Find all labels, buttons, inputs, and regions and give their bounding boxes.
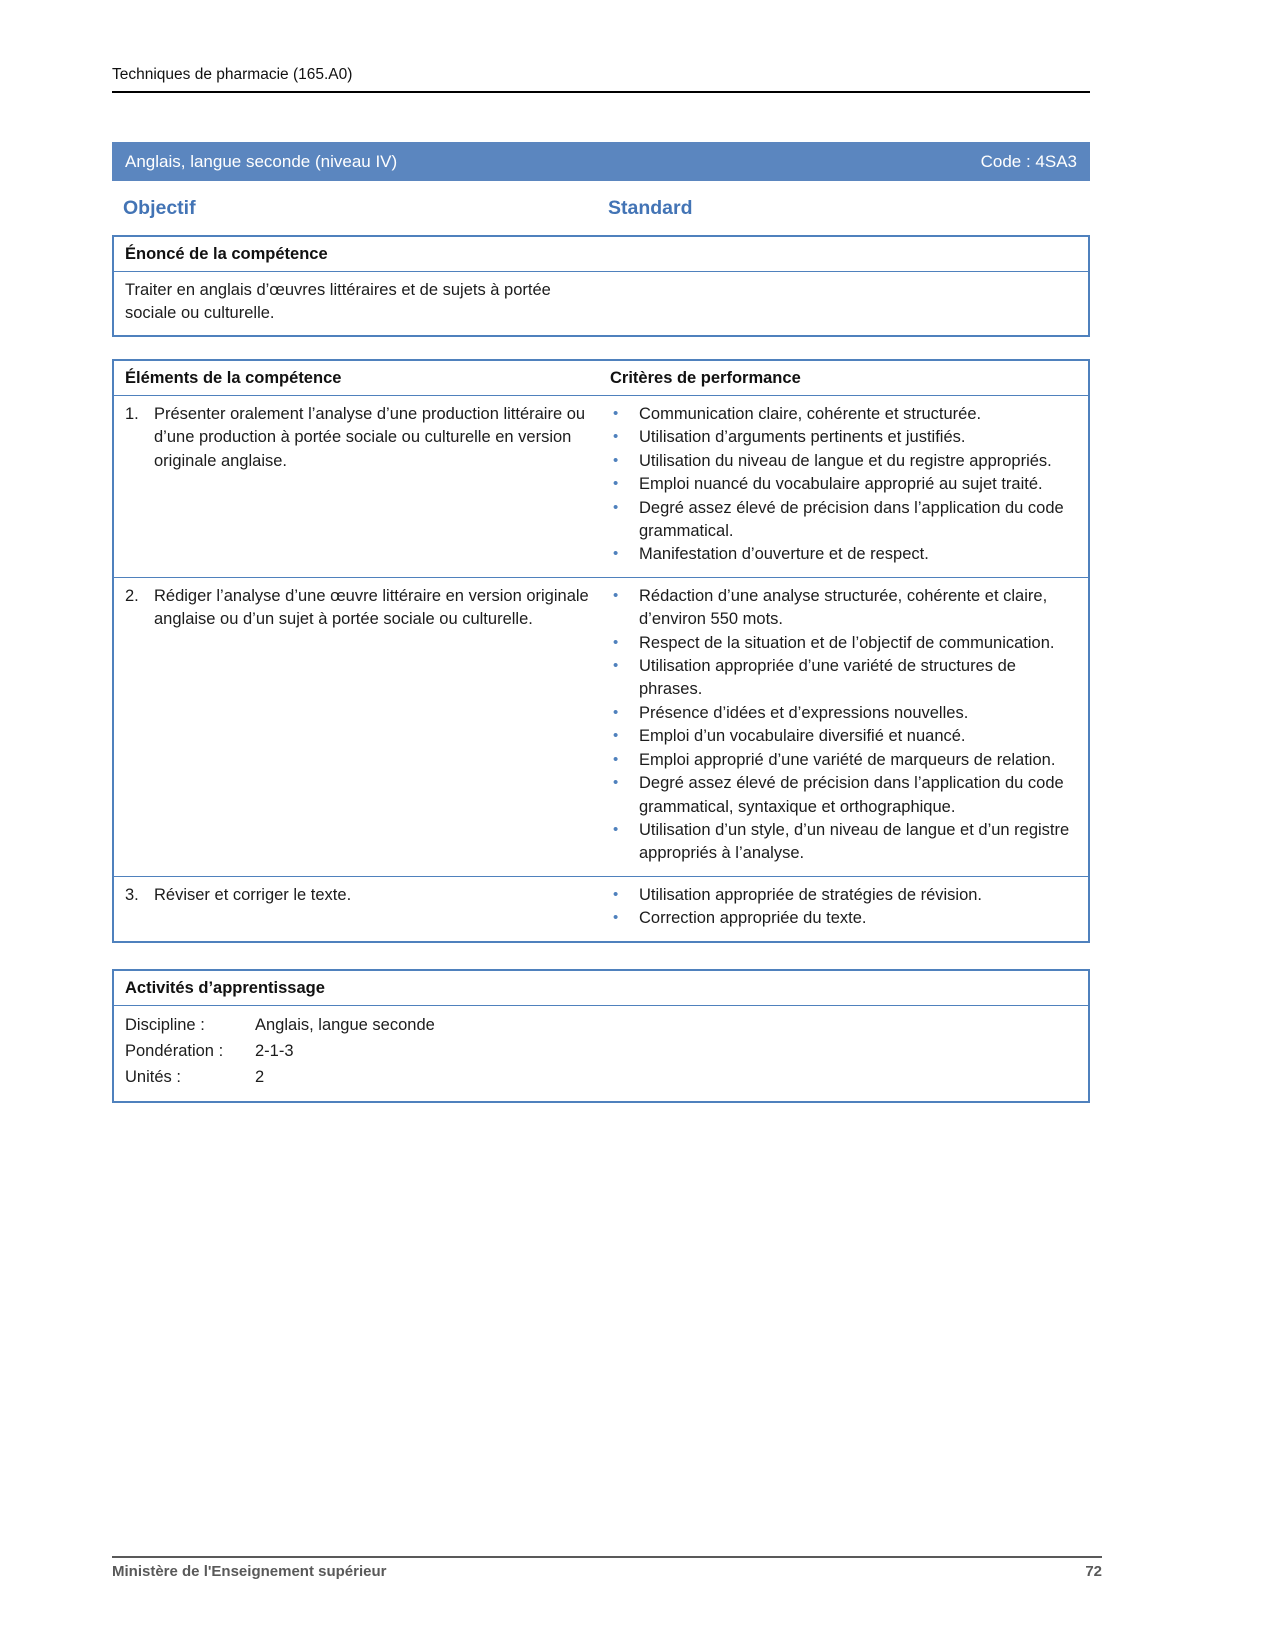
activites-row-unites bbox=[125, 1064, 1077, 1090]
page-number: 72 bbox=[1085, 1563, 1102, 1580]
criteria-item bbox=[610, 585, 1078, 632]
banner-code: Code : 4SA3 bbox=[980, 151, 1077, 171]
title-banner bbox=[112, 142, 1090, 181]
competence-table bbox=[112, 359, 1090, 943]
criteria-text: Communication claire, cohérente et structurée. bbox=[639, 404, 982, 423]
activites-value: Anglais, langue seconde bbox=[255, 1015, 435, 1034]
standard-heading: Standard bbox=[608, 197, 693, 219]
criteria-text: Correction appropriée du texte. bbox=[639, 909, 867, 928]
bullet-icon: • bbox=[613, 545, 619, 563]
criteres-column-header: Critères de performance bbox=[610, 368, 801, 387]
criteria-text: Emploi approprié d’une variété de marqueurs de relation. bbox=[639, 750, 1056, 769]
bullet-icon: • bbox=[613, 428, 619, 446]
row-number: 1. bbox=[125, 404, 139, 423]
criteria-item bbox=[610, 725, 1078, 748]
element-text: Présenter oralement l’analyse d’une production littéraire ou d’une production à portée sociale ou culturelle en version originale anglaise. bbox=[154, 404, 586, 470]
criteria-text: Emploi d’un vocabulaire diversifié et nuancé. bbox=[639, 727, 966, 746]
criteria-list bbox=[610, 403, 1088, 567]
criteria-item bbox=[610, 907, 1078, 930]
activites-body bbox=[114, 1006, 1088, 1101]
competence-row-2 bbox=[114, 577, 1088, 876]
criteria-item bbox=[610, 543, 1078, 566]
element-cell bbox=[114, 884, 610, 931]
bullet-icon: • bbox=[613, 750, 619, 768]
enonce-body bbox=[114, 272, 1088, 335]
competence-row-3 bbox=[114, 876, 1088, 941]
criteria-item bbox=[610, 632, 1078, 655]
criteria-item bbox=[610, 749, 1078, 772]
criteria-item bbox=[610, 819, 1078, 866]
page-footer bbox=[112, 1556, 1102, 1580]
criteria-list bbox=[610, 585, 1088, 866]
element-text: Rédiger l’analyse d’une œuvre littéraire en version originale anglaise ou d’un sujet à portée sociale ou culturelle. bbox=[154, 586, 589, 629]
activites-header: Activités d’apprentissage bbox=[114, 971, 1088, 1006]
criteria-text: Degré assez élevé de précision dans l’application du code grammatical, syntaxique et orthographique. bbox=[639, 774, 1064, 816]
criteria-item bbox=[610, 497, 1078, 544]
activites-label: Unités : bbox=[125, 1068, 181, 1087]
bullet-icon: • bbox=[613, 885, 619, 903]
criteria-text: Présence d’idées et d’expressions nouvelles. bbox=[639, 703, 969, 722]
objectif-heading: Objectif bbox=[123, 197, 196, 219]
criteria-item bbox=[610, 884, 1078, 907]
bullet-icon: • bbox=[613, 404, 619, 422]
bullet-icon: • bbox=[613, 821, 619, 839]
bullet-icon: • bbox=[613, 475, 619, 493]
activites-value: 2-1-3 bbox=[255, 1042, 294, 1061]
row-number: 2. bbox=[125, 586, 139, 605]
banner-title: Anglais, langue seconde (niveau IV) bbox=[125, 151, 398, 171]
criteria-text: Utilisation d’un style, d’un niveau de langue et d’un registre appropriés à l’analyse. bbox=[639, 821, 1070, 863]
enonce-header: Énoncé de la compétence bbox=[114, 237, 1088, 272]
criteria-text: Rédaction d’une analyse structurée, cohérente et claire, d’environ 550 mots. bbox=[639, 586, 1048, 629]
criteria-item bbox=[610, 772, 1078, 819]
column-headings bbox=[112, 197, 1090, 220]
criteria-item bbox=[610, 473, 1078, 496]
criteria-item bbox=[610, 403, 1078, 426]
criteria-text: Emploi nuancé du vocabulaire approprié au sujet traité. bbox=[639, 475, 1043, 494]
activites-row-ponderation bbox=[125, 1038, 1077, 1064]
bullet-icon: • bbox=[613, 774, 619, 792]
bullet-icon: • bbox=[613, 909, 619, 927]
activites-value: 2 bbox=[255, 1068, 265, 1087]
criteria-list bbox=[610, 884, 1088, 931]
bullet-icon: • bbox=[613, 586, 619, 604]
criteria-text: Utilisation du niveau de langue et du registre appropriés. bbox=[639, 451, 1052, 470]
bullet-icon: • bbox=[613, 727, 619, 745]
competence-row-1 bbox=[114, 395, 1088, 577]
bullet-icon: • bbox=[613, 451, 619, 469]
document-header-title: Techniques de pharmacie (165.A0) bbox=[112, 66, 353, 83]
element-cell bbox=[114, 585, 610, 866]
footer-ministry: Ministère de l'Enseignement supérieur bbox=[112, 1563, 387, 1580]
activites-section bbox=[112, 969, 1090, 1103]
bullet-icon: • bbox=[613, 633, 619, 651]
elements-column-header: Éléments de la compétence bbox=[125, 368, 342, 387]
page-content bbox=[112, 0, 1090, 1103]
criteria-item bbox=[610, 450, 1078, 473]
criteria-text: Respect de la situation et de l’objectif de communication. bbox=[639, 633, 1055, 652]
criteria-item bbox=[610, 426, 1078, 449]
document-header bbox=[112, 66, 1090, 93]
criteria-item bbox=[610, 702, 1078, 725]
enonce-text: Traiter en anglais d’œuvres littéraires et de sujets à portée sociale ou culturelle. bbox=[125, 281, 551, 323]
criteria-text: Manifestation d’ouverture et de respect. bbox=[639, 545, 929, 564]
criteria-text: Utilisation appropriée d’une variété de structures de phrases. bbox=[639, 657, 1016, 699]
bullet-icon: • bbox=[613, 657, 619, 675]
competence-table-header bbox=[114, 361, 1088, 395]
enonce-section bbox=[112, 235, 1090, 337]
activites-label: Pondération : bbox=[125, 1042, 224, 1061]
element-text: Réviser et corriger le texte. bbox=[154, 885, 352, 904]
bullet-icon: • bbox=[613, 498, 619, 516]
criteria-text: Utilisation d’arguments pertinents et justifiés. bbox=[639, 428, 966, 447]
element-cell bbox=[114, 403, 610, 567]
bullet-icon: • bbox=[613, 703, 619, 721]
row-number: 3. bbox=[125, 885, 139, 904]
criteria-text: Degré assez élevé de précision dans l’application du code grammatical. bbox=[639, 498, 1064, 540]
activites-label: Discipline : bbox=[125, 1015, 205, 1034]
criteria-text: Utilisation appropriée de stratégies de révision. bbox=[639, 885, 983, 904]
activites-row-discipline bbox=[125, 1012, 1077, 1038]
criteria-item bbox=[610, 655, 1078, 702]
